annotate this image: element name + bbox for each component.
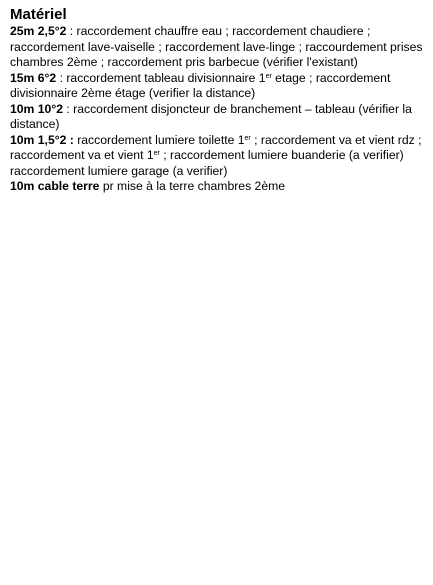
material-entry-1 <box>10 24 428 71</box>
ordinal-superscript: er <box>153 150 160 157</box>
entry-description: : raccordement chauffre eau ; raccordement chaudiere ; raccordement lave-vaiselle ; raccordement lave-linge ; raccourdement prises chambres 2ème ; raccordement pris barbecue (vérifier l'existant) <box>10 24 423 69</box>
ordinal-superscript: er <box>265 72 272 80</box>
entry-quantity: 15m 6°2 <box>10 70 57 85</box>
material-entry-5 <box>10 179 428 195</box>
entry-description: etage ; raccordement divisionnaire 2ème étage (verifier la distance) <box>10 70 391 100</box>
entry-description: raccordement lumiere toilette 1 <box>73 132 245 147</box>
material-entry-2 <box>10 71 428 102</box>
entry-quantity: 25m 2,5°2 <box>10 24 67 38</box>
material-entry-4 <box>10 133 428 180</box>
entry-description: : raccordement disjoncteur de branchement – tableau (vérifier la distance) <box>10 101 412 131</box>
entry-description: ; raccordement lumiere buanderie (a verifier) raccordement lumiere garage (a verifier) <box>10 148 404 178</box>
entry-quantity: 10m 10°2 <box>10 101 63 116</box>
entry-quantity: 10m cable terre <box>10 179 100 193</box>
material-entry-3 <box>10 102 428 133</box>
entry-quantity: 10m 1,5°2 : <box>10 132 74 147</box>
ordinal-superscript: er <box>244 134 251 142</box>
document-body <box>10 6 428 195</box>
entry-description: : raccordement tableau divisionnaire 1 <box>56 70 266 85</box>
entry-description: pr mise à la terre chambres 2ème <box>99 179 286 193</box>
document-title: Matériel <box>10 6 67 23</box>
entry-description: ; raccordement va et vient rdz ; raccordement va et vient 1 <box>10 132 422 162</box>
